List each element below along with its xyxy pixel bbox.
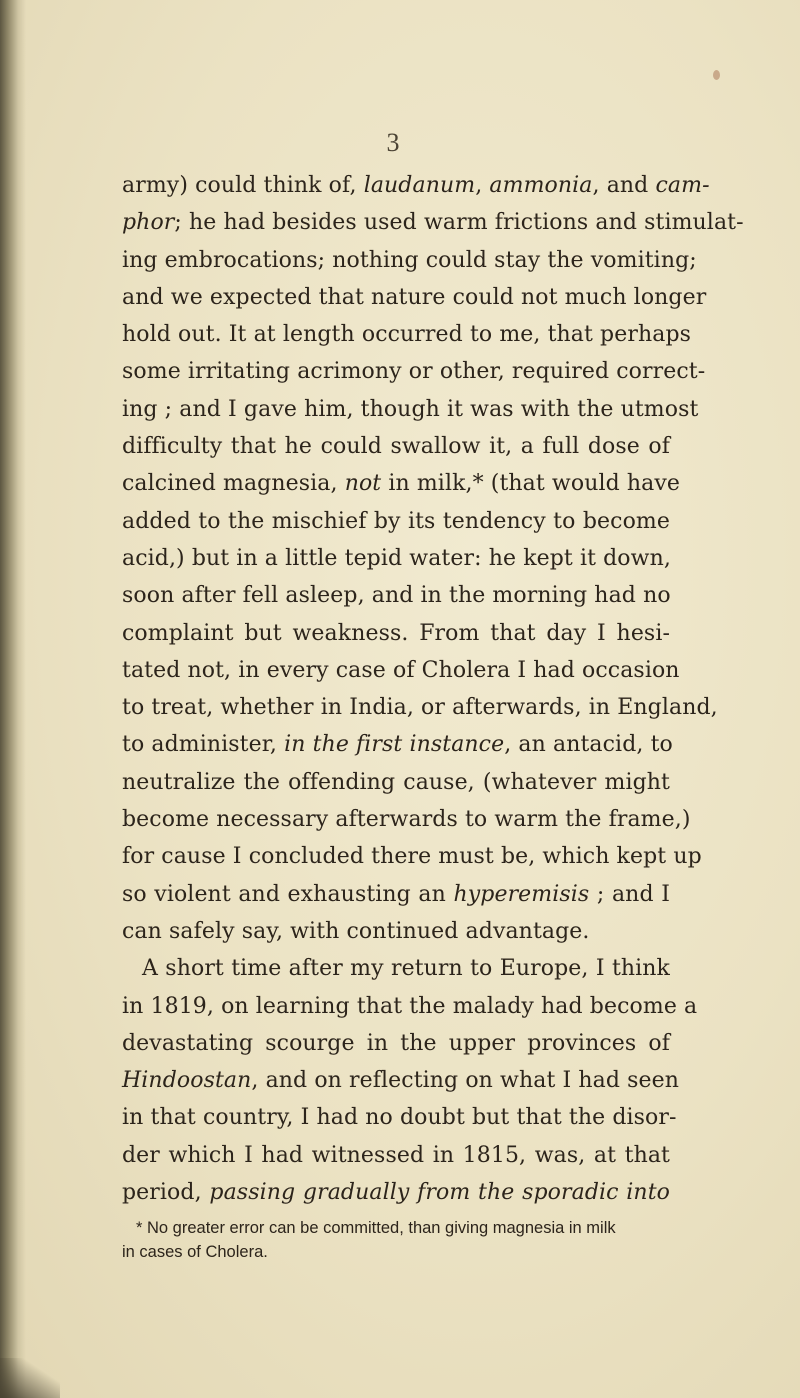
text-line bbox=[122, 726, 673, 763]
text-line bbox=[122, 242, 697, 279]
text-line bbox=[122, 391, 699, 428]
page-number: 3 bbox=[386, 128, 400, 157]
text-line bbox=[122, 428, 670, 465]
text-segment: , and bbox=[592, 173, 656, 198]
italic-segment: cam- bbox=[655, 173, 710, 198]
text-segment: , and on reflecting on what I had seen bbox=[251, 1068, 680, 1094]
text-line bbox=[122, 950, 670, 987]
text-segment: ing embrocations; nothing could stay the vomiting; bbox=[122, 247, 697, 273]
text-line bbox=[122, 988, 698, 1025]
text-segment: neutralize the offending cause, (whatever might bbox=[122, 769, 670, 795]
binding-shadow bbox=[0, 0, 26, 1398]
text-line bbox=[122, 1062, 680, 1099]
corner-shadow bbox=[0, 1358, 60, 1398]
text-segment: in 1819, on learning that the malady had become a bbox=[122, 993, 698, 1019]
text-line bbox=[122, 764, 670, 801]
italic-segment: not bbox=[344, 471, 382, 497]
text-segment: can safely say, with continued advantage. bbox=[122, 918, 590, 944]
text-segment: , bbox=[475, 173, 490, 198]
italic-segment: hyperemisis bbox=[453, 881, 590, 907]
footnote-line: * No greater error can be committed, than giving magnesia in milk bbox=[136, 1219, 616, 1237]
text-segment: complaint but weakness. From that day I hesi- bbox=[122, 620, 670, 646]
footnote bbox=[122, 1216, 670, 1264]
text-segment: army) could think of, bbox=[122, 173, 364, 198]
text-segment: ; and I bbox=[589, 881, 670, 907]
text-segment: ing ; and I gave him, though it was with the utmost bbox=[122, 396, 699, 422]
italic-segment: passing gradually from the sporadic into bbox=[209, 1180, 670, 1206]
text-line bbox=[122, 1137, 670, 1174]
text-segment: der which I had witnessed in 1815, was, at that bbox=[122, 1142, 670, 1168]
text-line bbox=[122, 503, 670, 540]
text-line bbox=[122, 913, 670, 950]
italic-segment: laudanum bbox=[363, 173, 476, 198]
text-line bbox=[122, 540, 670, 577]
text-segment: , an antacid, to bbox=[504, 732, 673, 758]
body-text bbox=[122, 167, 744, 1211]
text-line bbox=[122, 167, 710, 204]
text-line bbox=[122, 279, 707, 316]
text-segment: acid,) but in a little tepid water: he kept it down, bbox=[122, 545, 671, 571]
text-segment: in that country, I had no doubt but that the disor- bbox=[122, 1105, 677, 1131]
text-segment: to administer, bbox=[122, 732, 285, 758]
italic-segment: phor bbox=[122, 210, 175, 236]
text-line bbox=[122, 316, 692, 353]
text-line bbox=[122, 1174, 670, 1211]
text-segment: become necessary afterwards to warm the frame,) bbox=[122, 807, 691, 833]
text-segment: some irritating acrimony or other, required correct- bbox=[122, 359, 706, 385]
text-line bbox=[122, 1025, 670, 1062]
text-segment: calcined magnesia, bbox=[122, 471, 345, 497]
text-segment: hold out. It at length occurred to me, that perhaps bbox=[122, 322, 692, 348]
text-segment: tated not, in every case of Cholera I had occasion bbox=[122, 657, 680, 683]
text-line bbox=[122, 353, 706, 390]
text-line bbox=[122, 615, 670, 652]
text-segment: A short time after my return to Europe, I think bbox=[142, 956, 670, 982]
text-segment: devastating scourge in the upper provinces of bbox=[122, 1030, 670, 1056]
text-segment: and we expected that nature could not much longer bbox=[122, 284, 707, 310]
footnote-line: in cases of Cholera. bbox=[122, 1243, 268, 1261]
italic-segment: ammonia bbox=[489, 173, 593, 198]
text-line bbox=[122, 1099, 677, 1136]
text-line bbox=[122, 801, 691, 838]
text-segment: difficulty that he could swallow it, a full dose of bbox=[122, 434, 670, 460]
text-line bbox=[122, 652, 680, 689]
text-line bbox=[122, 689, 718, 726]
text-segment: for cause I concluded there must be, which kept up bbox=[122, 844, 702, 870]
text-line bbox=[122, 876, 670, 913]
text-line bbox=[122, 204, 744, 241]
text-line bbox=[122, 465, 681, 502]
text-segment: period, bbox=[122, 1180, 210, 1206]
italic-segment: in the first instance bbox=[284, 732, 505, 758]
text-segment: so violent and exhausting an bbox=[122, 881, 454, 907]
text-segment: added to the mischief by its tendency to become bbox=[122, 508, 670, 534]
text-segment: in milk,* (that would have bbox=[381, 471, 681, 497]
italic-segment: Hindoostan bbox=[122, 1068, 252, 1094]
text-line bbox=[122, 838, 702, 875]
paper-stain bbox=[713, 70, 720, 80]
text-line bbox=[122, 577, 670, 614]
text-segment: soon after fell asleep, and in the morning had no bbox=[122, 583, 671, 609]
text-segment: ; he had besides used warm frictions and stimulat- bbox=[174, 210, 744, 236]
text-segment: to treat, whether in India, or afterwards, in England, bbox=[122, 695, 718, 721]
